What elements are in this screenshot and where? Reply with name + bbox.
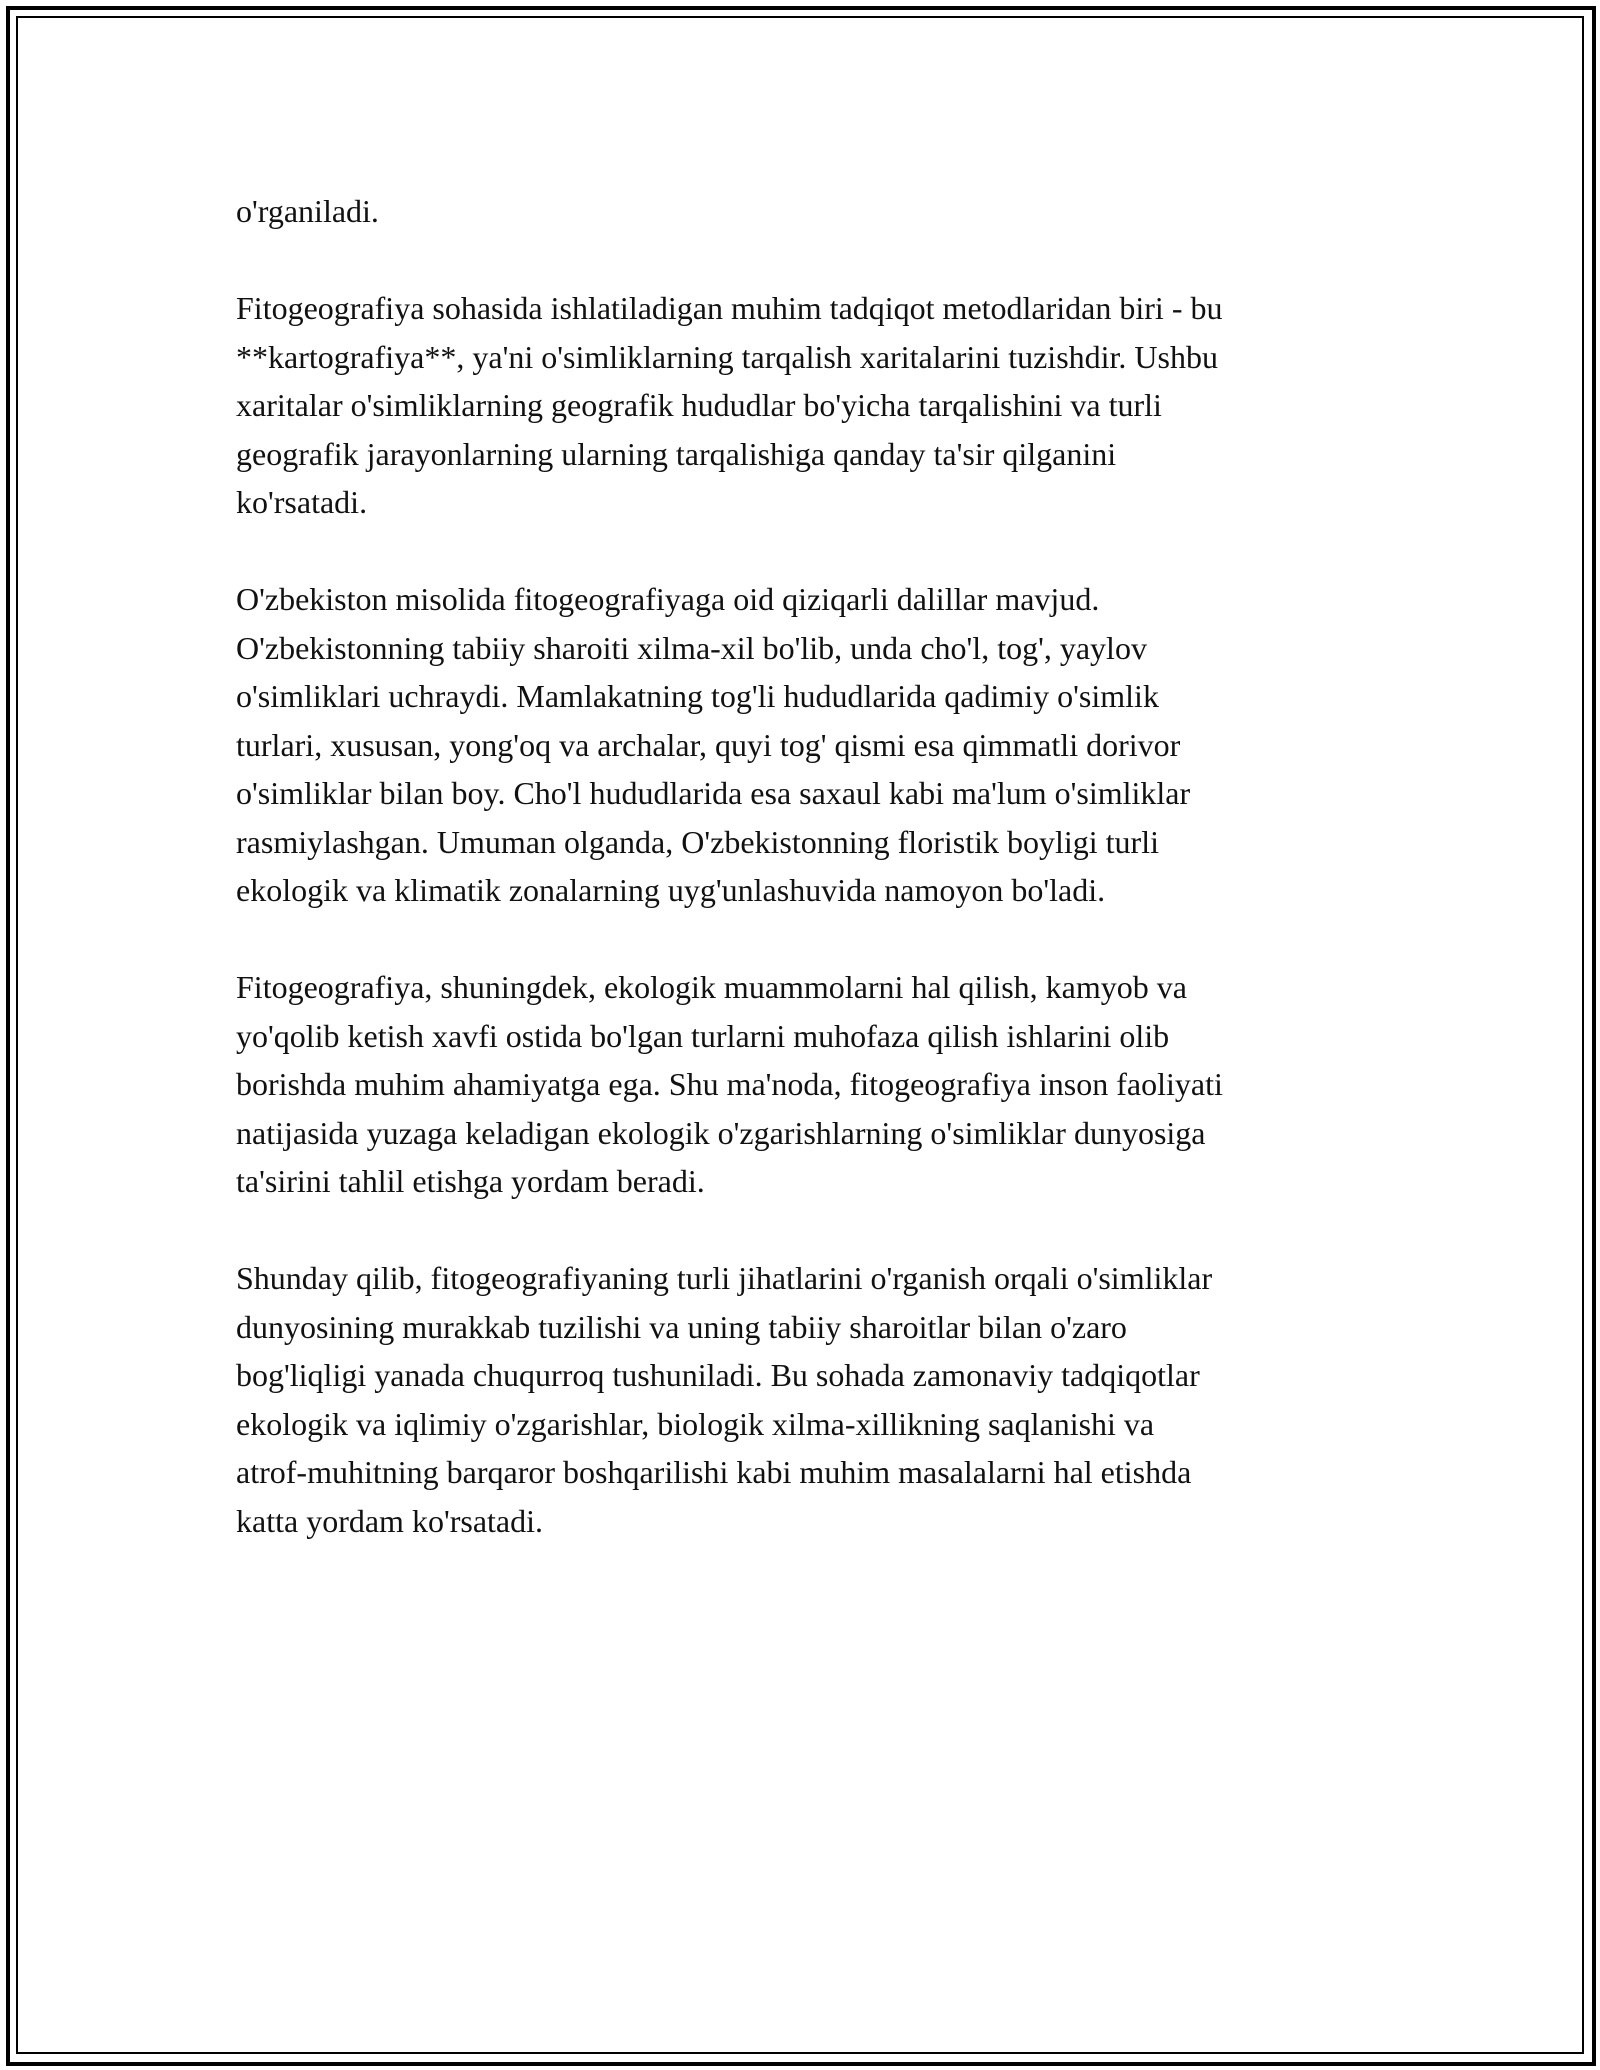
text-line: o'simliklari uchraydi. Mamlakatning tog'li hududlarida qadimiy o'simlik	[236, 678, 1159, 714]
paragraph-1	[236, 187, 1386, 236]
text-line: katta yordam ko'rsatadi.	[236, 1502, 543, 1539]
paragraph-5	[236, 1254, 1386, 1545]
text-line: xaritalar o'simliklarning geografik hududlar bo'yicha tarqalishini va turli	[236, 387, 1162, 423]
text-line: borishda muhim ahamiyatga ega. Shu ma'noda, fitogeografiya inson faoliyati	[236, 1066, 1223, 1102]
text-line: bog'liqligi yanada chuqurroq tushuniladi. Bu sohada zamonaviy tadqiqotlar	[236, 1357, 1200, 1393]
text-line: atrof-muhitning barqaror boshqarilishi kabi muhim masalalarni hal etishda	[236, 1454, 1192, 1490]
text-line: Shunday qilib, fitogeografiyaning turli jihatlarini o'rganish orqali o'simliklar	[236, 1260, 1213, 1296]
text-line: yo'qolib ketish xavfi ostida bo'lgan turlarni muhofaza qilish ishlarini olib	[236, 1017, 1170, 1054]
text-line: ekologik va iqlimiy o'zgarishlar, biologik xilma-xillikning saqlanishi va	[236, 1405, 1155, 1442]
text-line: dunyosining murakkab tuzilishi va uning tabiiy sharoitlar bilan o'zaro	[236, 1308, 1127, 1345]
text-line: natijasida yuzaga keladigan ekologik o'zgarishlarning o'simliklar dunyosiga	[236, 1114, 1206, 1151]
text-line: Fitogeografiya sohasida ishlatiladigan muhim tadqiqot metodlaridan biri - bu	[236, 290, 1223, 326]
text-line: ta'sirini tahlil etishga yordam beradi.	[236, 1163, 705, 1199]
text-line: rasmiylashgan. Umuman olganda, O'zbekistonning floristik boyligi turli	[236, 823, 1159, 860]
document-body	[236, 187, 1386, 1594]
paragraph-4	[236, 963, 1386, 1206]
text-line: **kartografiya**, ya'ni o'simliklarning tarqalish xaritalarini tuzishdir. Ushbu	[236, 338, 1218, 375]
text-line: turlari, xususan, yong'oq va archalar, quyi tog' qismi esa qimmatli dorivor	[236, 726, 1181, 763]
paragraph-3	[236, 575, 1386, 915]
text-line: Fitogeografiya, shuningdek, ekologik muammolarni hal qilish, kamyob va	[236, 969, 1187, 1005]
text-line: o'rganiladi.	[236, 193, 379, 229]
text-line: ekologik va klimatik zonalarning uyg'unlashuvida namoyon bo'ladi.	[236, 872, 1106, 908]
text-line: geografik jarayonlarning ularning tarqalishiga qanday ta'sir qilganini	[236, 435, 1117, 472]
text-line: O'zbekiston misolida fitogeografiyaga oid qiziqarli dalillar mavjud.	[236, 581, 1100, 617]
text-line: o'simliklar bilan boy. Cho'l hududlarida esa saxaul kabi ma'lum o'simliklar	[236, 775, 1191, 811]
text-line: O'zbekistonning tabiiy sharoiti xilma-xil bo'lib, unda cho'l, tog', yaylov	[236, 629, 1147, 666]
paragraph-2	[236, 284, 1386, 527]
text-line: ko'rsatadi.	[236, 484, 368, 520]
